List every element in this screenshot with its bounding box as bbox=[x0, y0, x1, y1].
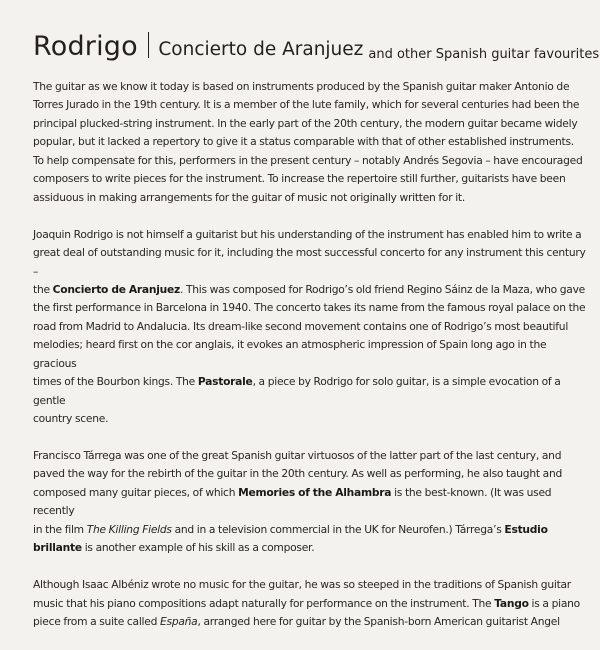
text-run: paved the way for the rebirth of the guitar in the 20th century. As well as performing, he also taught and bbox=[33, 467, 563, 481]
text-run: , a piece by Rodrigo for solo guitar, is a simple evocation of a gentle bbox=[33, 375, 561, 407]
text-run: the first performance in Barcelona in 1940. The concerto takes its name from the famous royal palace on the bbox=[33, 301, 586, 315]
bold-title: Concierto de Aranjuez bbox=[52, 282, 180, 296]
bold-title: Tango bbox=[494, 596, 529, 610]
italic-title: España bbox=[160, 615, 198, 629]
paragraph bbox=[33, 226, 589, 429]
text-run: composers to write pieces for the instrument. To increase the repertoire still further, guitarists have been bbox=[33, 172, 566, 186]
text-run: is a piano bbox=[528, 596, 580, 610]
work-title: Concierto de Aranjuez bbox=[158, 39, 364, 60]
text-run: in the film bbox=[33, 522, 87, 536]
text-run: Torres Jurado in the 19th century. It is a member of the lute family, which for several centuries had been the bbox=[33, 98, 580, 112]
paragraph bbox=[33, 447, 589, 558]
text-run: country scene. bbox=[33, 412, 109, 426]
text-run: road from Madrid to Andalucia. Its dream-like second movement contains one of Rodrigo’s most beautiful bbox=[33, 319, 569, 333]
page-header bbox=[33, 29, 599, 62]
text-run: principal plucked-string instrument. In the early part of the 20th century, the modern guitar became widely bbox=[33, 116, 578, 130]
bold-title: Memories of the Alhambra bbox=[238, 485, 392, 499]
text-run: piece from a suite called bbox=[33, 615, 160, 629]
text-run: composed many guitar pieces, of which bbox=[33, 485, 239, 499]
bold-title: Estudio bbox=[504, 522, 548, 536]
text-run: , arranged here for guitar by the Spanish-born American guitarist Angel bbox=[197, 615, 560, 629]
text-run: Although Isaac Albéniz wrote no music for the guitar, he was so steeped in the traditions of Spanish guitar bbox=[33, 578, 571, 592]
composer-title: Rodrigo bbox=[33, 31, 138, 62]
text-run: popular, but it lacked a repertory to give it a status comparable with that of other established instruments. bbox=[33, 135, 574, 149]
paragraph bbox=[33, 576, 589, 631]
text-run: is another example of his skill as a composer. bbox=[81, 541, 315, 555]
bold-title: brillante bbox=[33, 541, 82, 555]
liner-notes-body bbox=[33, 78, 589, 650]
text-run: To help compensate for this, performers in the present century – notably Andrés Segovia – have encouraged bbox=[33, 153, 583, 167]
text-run: great deal of outstanding music for it, including the most successful concerto for any instrument this century – bbox=[33, 246, 586, 278]
subtitle: and other Spanish guitar favourites bbox=[368, 47, 600, 62]
bold-title: Pastorale bbox=[197, 375, 253, 389]
title-divider bbox=[148, 32, 150, 58]
text-run: . This was composed for Rodrigo’s old friend Regino Sáinz de la Maza, who gave bbox=[180, 282, 585, 296]
text-run: music that his piano compositions adapt naturally for performance on the instrument. The bbox=[33, 596, 495, 610]
text-run: is the best-known. (It was used recently bbox=[33, 485, 552, 518]
text-run: assiduous in making arrangements for the guitar of music not originally written for it. bbox=[33, 190, 466, 204]
text-run: melodies; heard first on the cor anglais, it evokes an atmospheric impression of Spain long ago in the gracious bbox=[33, 338, 547, 370]
text-run: and in a television commercial in the UK for Neurofen.) Tárrega’s bbox=[171, 522, 505, 536]
italic-title: The Killing Fields bbox=[86, 522, 172, 536]
text-run: Francisco Tárrega was one of the great Spanish guitar virtuosos of the latter part of the last century, and bbox=[33, 449, 562, 463]
text-run: the bbox=[33, 282, 53, 296]
text-run: The guitar as we know it today is based on instruments produced by the Spanish guitar maker Antonio de bbox=[33, 80, 570, 93]
paragraph bbox=[33, 78, 589, 207]
text-run: times of the Bourbon kings. The bbox=[33, 375, 198, 389]
text-run: Joaquin Rodrigo is not himself a guitarist but his understanding of the instrument has enabled him to write a bbox=[33, 227, 582, 241]
